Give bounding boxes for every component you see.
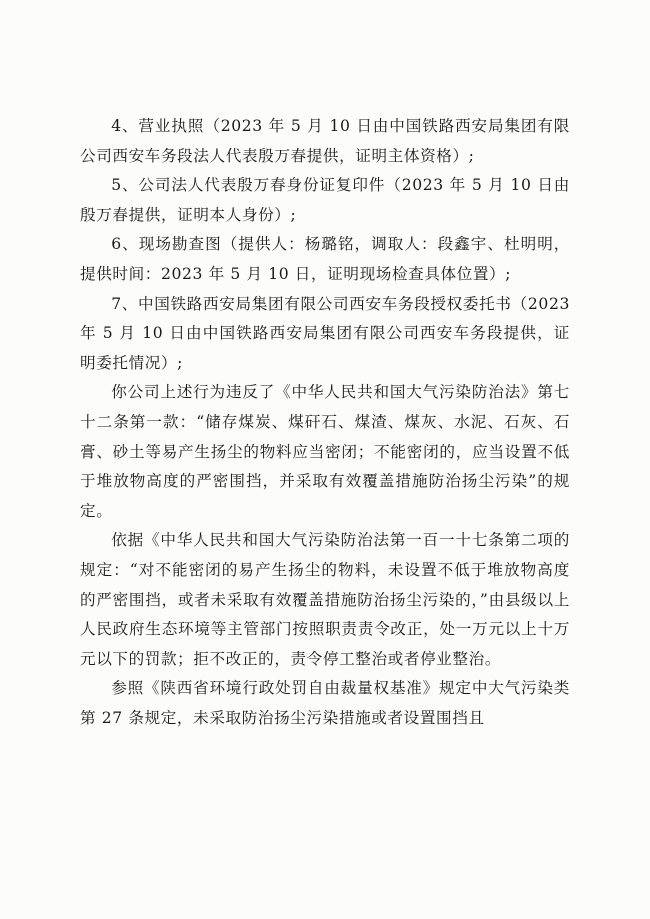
evidence-item-7: 7、中国铁路西安局集团有限公司西安车务段授权委托书（2023 年 5 月 10 日由中国铁路西安局集团有限公司西安车务段提供，证明委托情况）; <box>80 294 570 372</box>
evidence-item-4: 4、营业执照（2023 年 5 月 10 日由中国铁路西安局集团有限公司西安车务段法人代表殷万春提供，证明主体资格）; <box>80 117 570 165</box>
evidence-item-5: 5、公司法人代表殷万春身份证复印件（2023 年 5 月 10 日由殷万春提供，证明本人身份）; <box>80 176 570 224</box>
discretion-standard-paragraph: 参照《陕西省环境行政处罚自由裁量权基准》规定中大气污染类第 27 条规定，未采取防治扬尘污染措施或者设置围挡且 <box>80 679 570 727</box>
violation-paragraph: 你公司上述行为违反了《中华人民共和国大气污染防治法》第七十二条第一款：“储存煤炭、煤矸石、煤渣、煤灰、水泥、石灰、石膏、砂土等易产生扬尘的物料应当密闭；不能密闭的，应当设置不低于堆放物高度的严密围挡，并采取有效覆盖措施防治扬尘污染”的规定。 <box>80 383 570 520</box>
evidence-item-6: 6、现场勘查图（提供人：杨璐铭，调取人：段鑫宇、杜明明，提供时间：2023 年 5 月 10 日，证明现场检查具体位置）; <box>80 235 570 283</box>
document-body <box>80 112 570 733</box>
legal-basis-paragraph: 依据《中华人民共和国大气污染防治法第一百一十七条第二项的规定：“对不能密闭的易产生扬尘的物料，未设置不低于堆放物高度的严密围挡，或者未采取有效覆盖措施防治扬尘污染的，”由县级以上人民政府生态环境等主管部门按照职责责令改正，处一万元以上十万元以下的罚款；拒不改正的，责令停工整治或者停业整治。 <box>80 531 570 668</box>
